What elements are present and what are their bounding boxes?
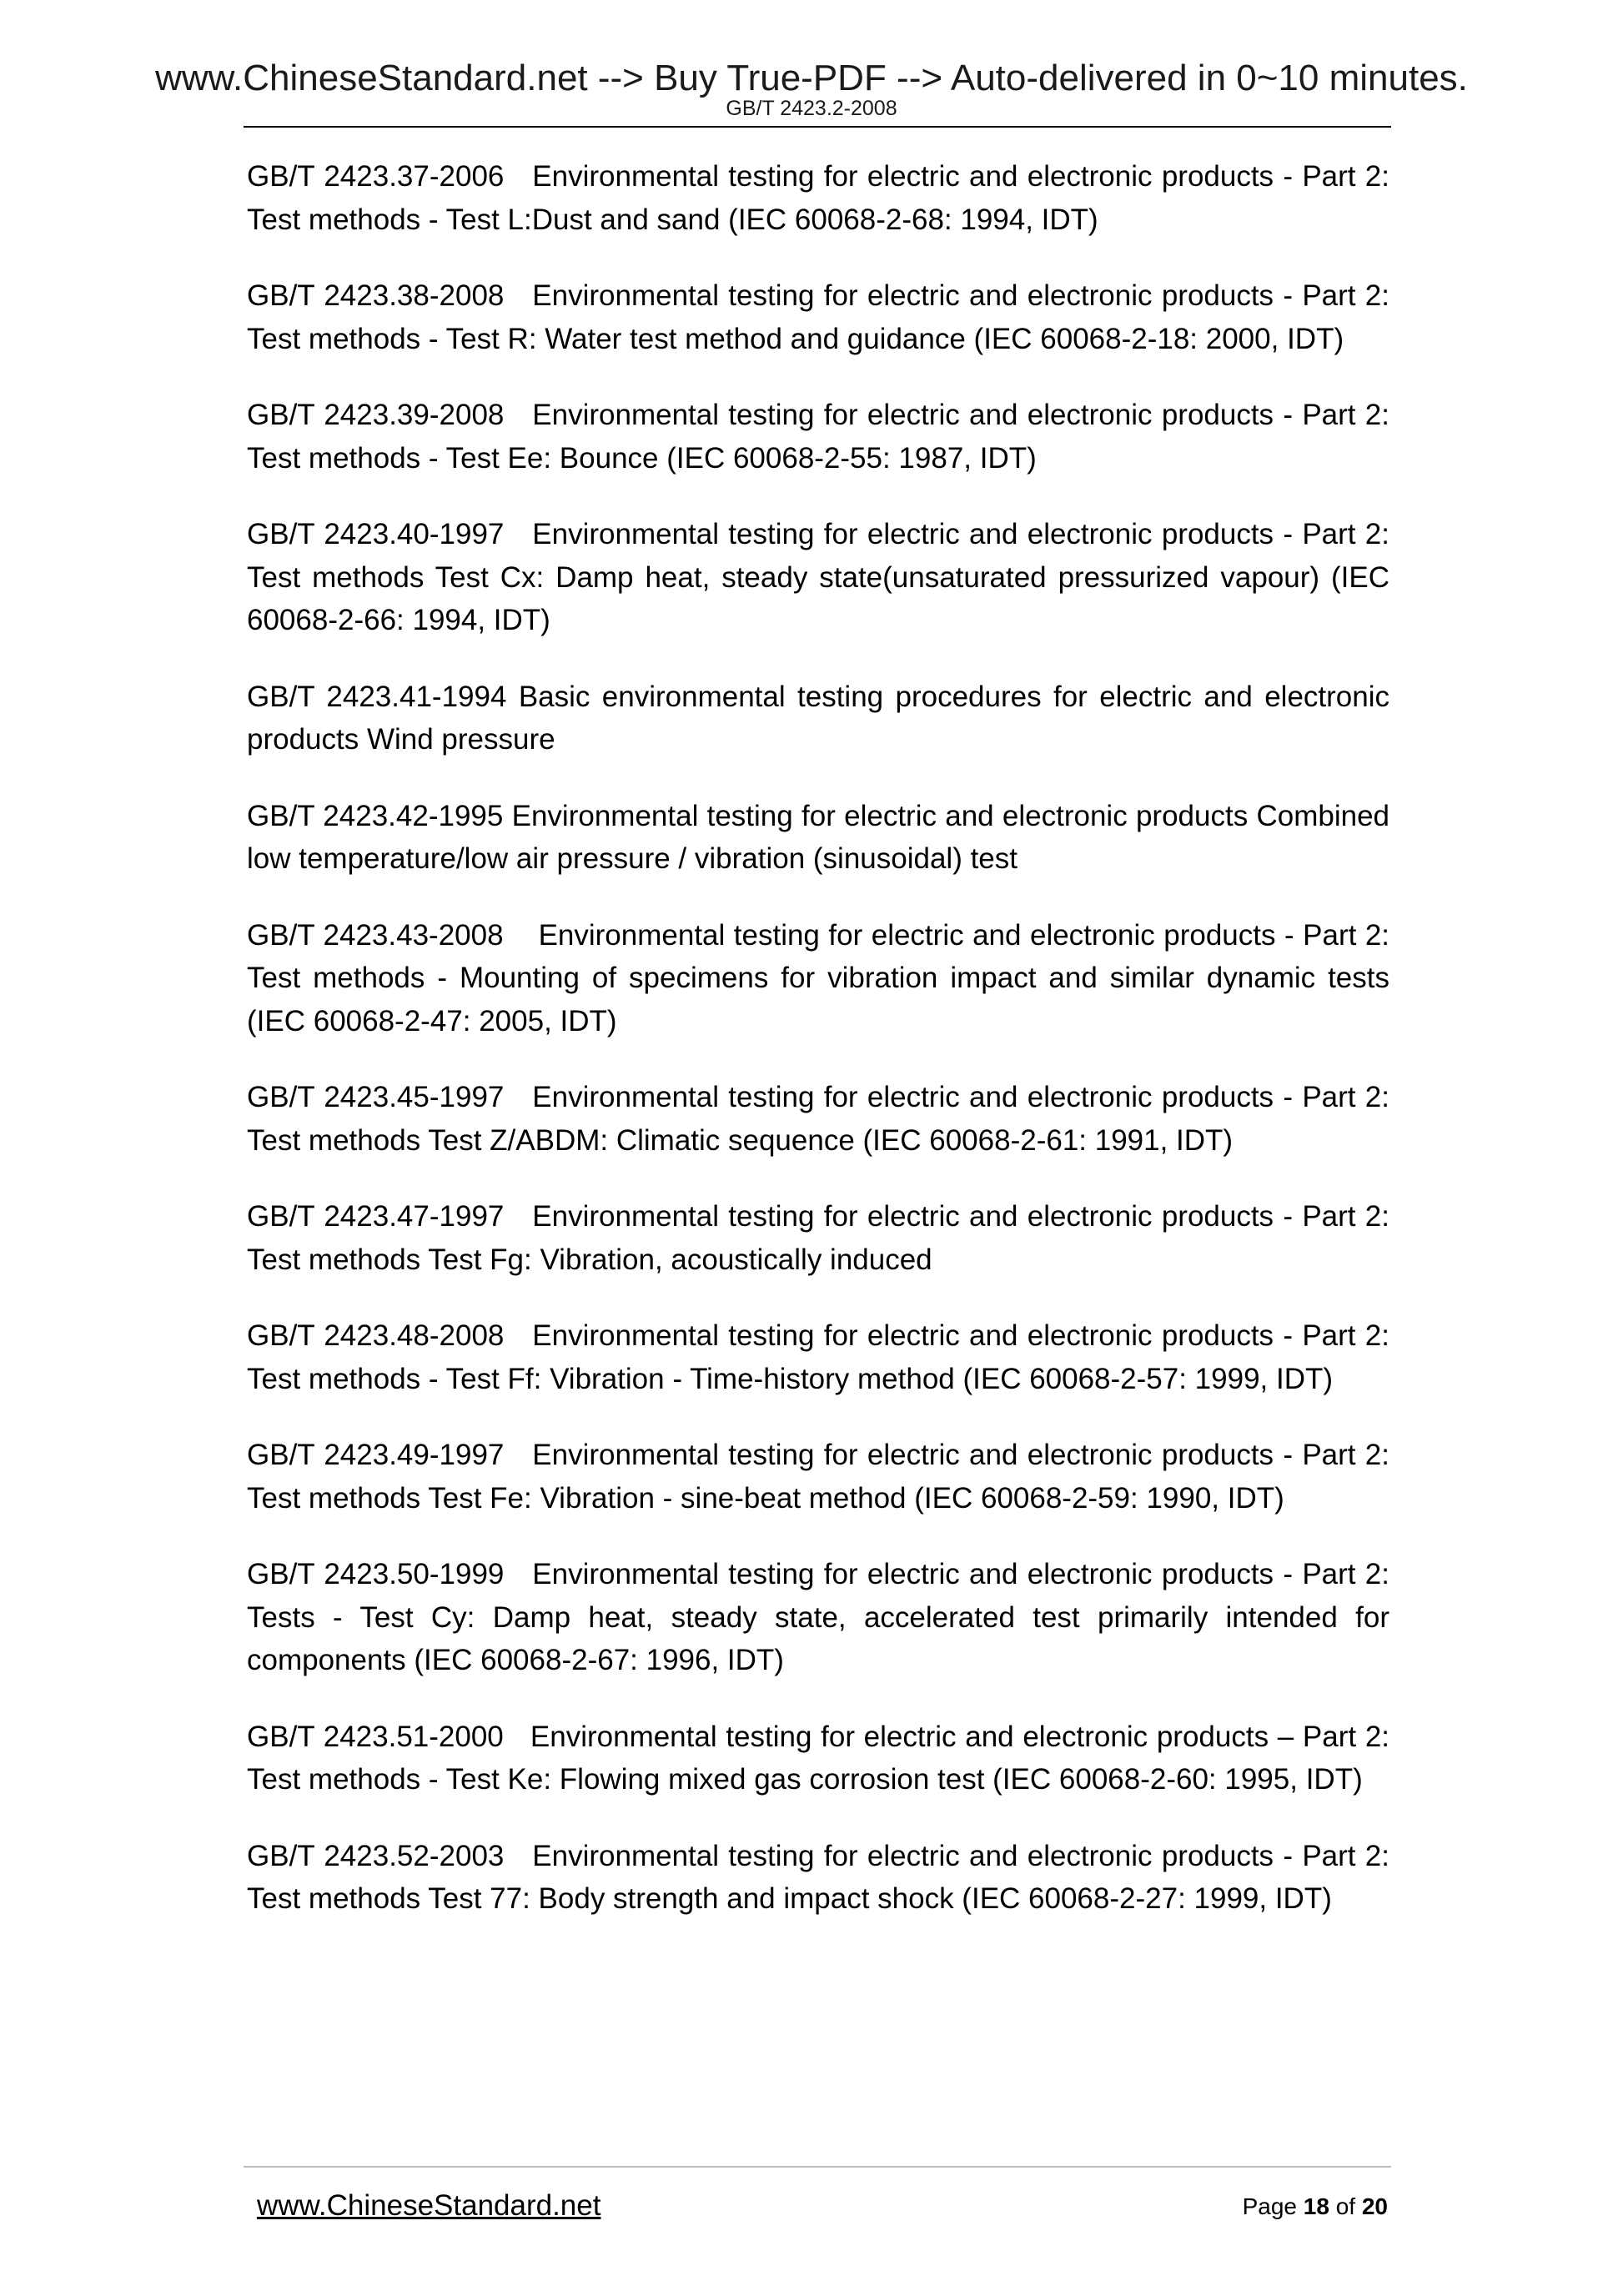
standard-title: Environmental testing for electric and electronic products - Part 2: Test methods Test Cx: Damp heat, steady state(unsaturated pressurized vapour) (IEC 60068-2-66: 1994, IDT) [247, 518, 1389, 636]
reference-entry [247, 914, 1389, 1043]
reference-entry [247, 1076, 1389, 1162]
reference-entry [247, 1314, 1389, 1400]
reference-list [247, 155, 1389, 1954]
standard-title: Environmental testing for electric and electronic products - Part 2: Test methods - Test Ff: Vibration - Time-history method (IEC 60068-2-57: 1999, IDT) [247, 1319, 1389, 1395]
reference-entry [247, 1716, 1389, 1801]
reference-entry [247, 1553, 1389, 1682]
reference-entry [247, 1835, 1389, 1921]
reference-entry [247, 394, 1389, 480]
standard-title: Environmental testing for electric and electronic products - Part 2: Test methods - Test Ee: Bounce (IEC 60068-2-55: 1987, IDT) [247, 399, 1389, 475]
standard-title: Environmental testing for electric and electronic products - Part 2: Test methods - Mounting of specimens for vibration impact and similar dynamic tests (IEC 60068-2-47: 2005, IDT) [247, 918, 1390, 1037]
standard-title: Environmental testing for electric and electronic products - Part 2: Tests - Test Cy: Damp heat, steady state, accelerated test primarily intended for components (IEC 60068-2-67: 1996, IDT) [247, 1558, 1389, 1676]
reference-entry [247, 274, 1389, 360]
reference-entry [247, 513, 1389, 642]
standard-code: GB/T 2423.38-2008 [247, 279, 505, 312]
current-page: 18 [1303, 2193, 1329, 2219]
standard-code: GB/T 2423.52-2003 [247, 1839, 505, 1872]
standard-title: Environmental testing for electric and electronic products - Part 2: Test methods Test 77: Body strength and impact shock (IEC 60068-2-27: 1999, IDT) [247, 1839, 1389, 1915]
reference-entry [247, 1195, 1389, 1281]
standard-code: GB/T 2423.51-2000 [247, 1720, 504, 1753]
total-pages: 20 [1361, 2193, 1388, 2219]
standard-code: GB/T 2423.43-2008 [247, 918, 504, 952]
reference-entry [247, 795, 1389, 881]
standard-code: GB/T 2423.42-1995 [247, 799, 504, 832]
standard-title: Environmental testing for electric and electronic products - Part 2: Test methods Test Z/ABDM: Climatic sequence (IEC 60068-2-61: 1991, IDT) [247, 1081, 1389, 1157]
standard-title: Environmental testing for electric and electronic products - Part 2: Test methods - Test R: Water test method and guidance (IEC 60068-2-18: 2000, IDT) [247, 279, 1389, 355]
standard-title: Environmental testing for electric and electronic products - Part 2: Test methods Test Fg: Vibration, acoustically induced [247, 1200, 1389, 1276]
footer-website-link[interactable]: www.ChineseStandard.net [257, 2189, 601, 2222]
top-banner[interactable]: www.ChineseStandard.net --> Buy True-PDF --> Auto-delivered in 0~10 minutes. [155, 58, 1468, 98]
standard-code: GB/T 2423.39-2008 [247, 399, 505, 431]
standard-title: Environmental testing for electric and electronic products - Part 2: Test methods - Test L:Dust and sand (IEC 60068-2-68: 1994, IDT) [247, 160, 1389, 236]
page-number: Page 18 of 20 [1242, 2193, 1388, 2219]
footer-divider [244, 2166, 1391, 2168]
standard-code: GB/T 2423.40-1997 [247, 518, 505, 550]
standard-code: GB/T 2423.49-1997 [247, 1439, 505, 1471]
standard-title: Environmental testing for electric and electronic products – Part 2: Test methods - Test Ke: Flowing mixed gas corrosion test (IEC 60068-2-60: 1995, IDT) [247, 1720, 1390, 1796]
reference-entry [247, 1434, 1389, 1520]
reference-entry [247, 676, 1389, 761]
reference-entry [247, 155, 1389, 241]
document-code: GB/T 2423.2-2008 [726, 97, 897, 120]
standard-code: GB/T 2423.47-1997 [247, 1200, 505, 1233]
standard-code: GB/T 2423.45-1997 [247, 1081, 505, 1113]
standard-code: GB/T 2423.50-1999 [247, 1558, 505, 1590]
standard-title: Environmental testing for electric and electronic products - Part 2: Test methods Test Fe: Vibration - sine-beat method (IEC 60068-2-59: 1990, IDT) [247, 1439, 1389, 1515]
standard-code: GB/T 2423.48-2008 [247, 1319, 505, 1352]
header-divider [244, 126, 1391, 128]
standard-code: GB/T 2423.41-1994 [247, 680, 507, 713]
standard-title: Basic environmental testing procedures for electric and electronic products Wind pressure [247, 680, 1389, 756]
standard-title: Environmental testing for electric and electronic products Combined low temperature/low air pressure / vibration (sinusoidal) test [247, 799, 1389, 875]
standard-code: GB/T 2423.37-2006 [247, 160, 505, 193]
